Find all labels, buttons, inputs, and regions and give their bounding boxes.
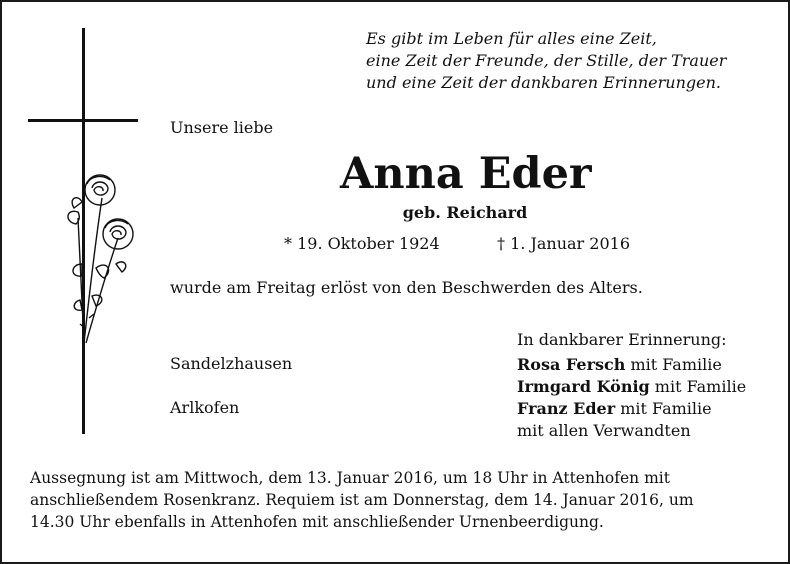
service-info-line: 14.30 Uhr ebenfalls in Attenhofen mit anschließender Urnenbeerdigung. [30,513,604,531]
roses-icon [56,168,136,348]
mourner-name: Rosa Fersch [517,355,626,374]
mourners-list [517,354,746,442]
mourner-suffix: mit Familie [615,399,712,418]
mourner-suffix: mit Familie [625,355,722,374]
mourner [517,354,746,376]
place-name: Sandelzhausen [170,354,293,373]
obituary-text: wurde am Freitag erlöst von den Beschwerden des Alters. [170,278,643,297]
quote [366,28,776,94]
birth-date: * 19. Oktober 1924 [284,234,440,253]
quote-line: eine Zeit der Freunde, der Stille, der Trauer [366,51,727,70]
mourner [517,398,746,420]
quote-line: und eine Zeit der dankbaren Erinnerungen. [366,73,721,92]
service-info-line: Aussegnung ist am Mittwoch, dem 13. Januar 2016, um 18 Uhr in Attenhofen mit [30,469,670,487]
mourning-heading: In dankbarer Erinnerung: [517,330,727,349]
mourner [517,376,746,398]
deceased-name: Anna Eder [340,149,592,199]
mourner-name: Irmgard König [517,377,650,396]
death-date: † 1. Januar 2016 [497,234,630,253]
service-info-line: anschließendem Rosenkranz. Requiem ist am Donnerstag, dem 14. Januar 2016, um [30,491,694,509]
mourner-name: Franz Eder [517,399,616,418]
cross-horizontal-bar [28,119,138,122]
mourner [517,420,746,442]
mourner-suffix: mit allen Verwandten [517,421,691,440]
service-info [30,467,770,533]
mourner-suffix: mit Familie [649,377,747,396]
quote-line: Es gibt im Leben für alles eine Zeit, [366,29,657,48]
intro-text: Unsere liebe [170,118,274,137]
maiden-name: geb. Reichard [402,203,528,222]
place-name: Arlkofen [170,398,240,417]
